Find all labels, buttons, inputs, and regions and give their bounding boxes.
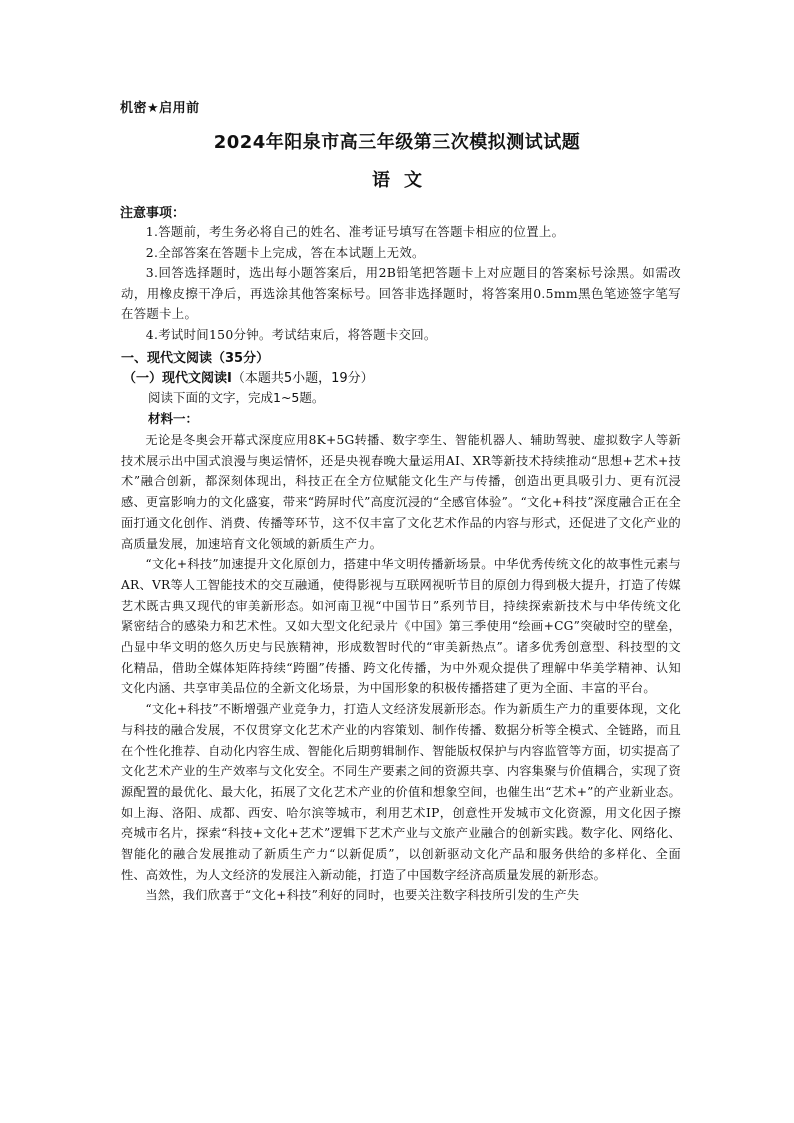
notice-item: 1.答题前，考生务必将自己的姓名、准考证号填写在答题卡相应的位置上。 <box>145 224 565 239</box>
notice-heading: 注意事项： <box>120 206 186 221</box>
confidential-mark: 机密★启用前 <box>120 101 200 116</box>
subsection-heading-rest: （本题共5小题，19分） <box>231 371 374 386</box>
body-paragraph: 无论是冬奥会开幕式深度应用8K+5G转播、数字孪生、智能机器人、辅助驾驶、虚拟数字人等新技术展示出中国式浪漫与奥运情怀，还是央视春晚大量运用AI、XR等新技术持续推动“思想+艺术+技术”融合创新，都深刻体现出，科技正在全方位赋能文化生产与传播，创造出更具吸引力、更有沉浸感、更富影响力的文化盛宴，带来“跨屏时代”高度沉浸的“全感官体验”。“文化+科技”深度融合正在全面打通文化创作、消费、传播等环节，这不仅丰富了文化艺术作品的内容与形式，还促进了文化产业的高质量发展，加速培育文化领域的新质生产力。 <box>121 433 681 551</box>
subject-title: 语文 <box>372 170 436 191</box>
notice-item: 3.回答选择题时，选出每小题答案后，用2B铅笔把答题卡上对应题目的答案标号涂黑。如需改动，用橡皮擦干净后，再选涂其他答案标号。回答非选择题时，将答案用0.5mm黑色笔迹签字笔写在答题卡上。 <box>121 265 681 322</box>
page-title: 2024年阳泉市高三年级第三次模拟测试试题 <box>213 132 581 153</box>
body-paragraph: “文化+科技”加速提升文化原创力，搭建中华文明传播新场景。中华优秀传统文化的故事性元素与AR、VR等人工智能技术的交互融通，使得影视与互联网视听节目的原创力得到极大提升，打造了传媒艺术既古典又现代的审美新形态。如河南卫视“中国节日”系列节目，持续探索新技术与中华传统文化紧密结合的感染力和艺术性。又如大型文化纪录片《中国》第三季使用“绘画+CG”突破时空的壁垒，凸显中华文明的悠久历史与民族精神，形成数智时代的“审美新热点”。诸多优秀创意型、科技型的文化精品，借助全媒体矩阵持续“跨圈”传播、跨文化传播，为中外观众提供了理解中华美学精神、认知文化内涵、共享审美品位的全新文化场景，为中国形象的积极传播搭建了更为全面、丰富的平台。 <box>121 557 681 696</box>
body-paragraph: “文化+科技”不断增强产业竞争力，打造人文经济发展新形态。作为新质生产力的重要体现，文化与科技的融合发展，不仅贯穿文化艺术产业的内容策划、制作传播、数据分析等全模式、全链路，而且在个性化推荐、自动化内容生成、智能化后期剪辑制作、智能版权保护与内容监管等方面，切实提高了文化艺术产业的生产效率与文化安全。不同生产要素之间的资源共享、内容集聚与价值耦合，实现了资源配置的最优化、最大化，拓展了文化艺术产业的价值和想象空间，也催生出“艺术+”的产业新业态。如上海、洛阳、成都、西安、哈尔滨等城市，利用艺术IP，创意性开发城市文化资源，用文化因子擦亮城市名片，探索“科技+文化+艺术”逻辑下艺术产业与文旅产业融合的创新实践。数字化、网络化、智能化的融合发展推动了新质生产力“以新促质”，以创新驱动文化产品和服务供给的多样化、全面性、高效性，为人文经济的发展注入新动能，打造了中国数字经济高质量发展的新形态。 <box>121 702 681 882</box>
subsection-heading <box>123 367 374 386</box>
reading-instruction: 阅读下面的文字，完成1~5题。 <box>148 390 325 405</box>
body-paragraph: 当然，我们欣喜于“文化+科技”利好的同时，也要关注数字科技所引发的生产失 <box>145 888 580 903</box>
material-body <box>121 430 681 906</box>
section-heading: 一、现代文阅读（35分） <box>121 351 270 366</box>
notice-item: 2.全部答案在答题卡上完成，答在本试题上无效。 <box>145 244 425 260</box>
material-heading: 材料一： <box>148 411 199 426</box>
notice-list <box>121 222 681 346</box>
notice-item: 4.考试时间150分钟。考试结束后，将答题卡交回。 <box>145 326 437 342</box>
subsection-heading-bold: （一）现代文阅读Ⅰ <box>123 371 232 386</box>
